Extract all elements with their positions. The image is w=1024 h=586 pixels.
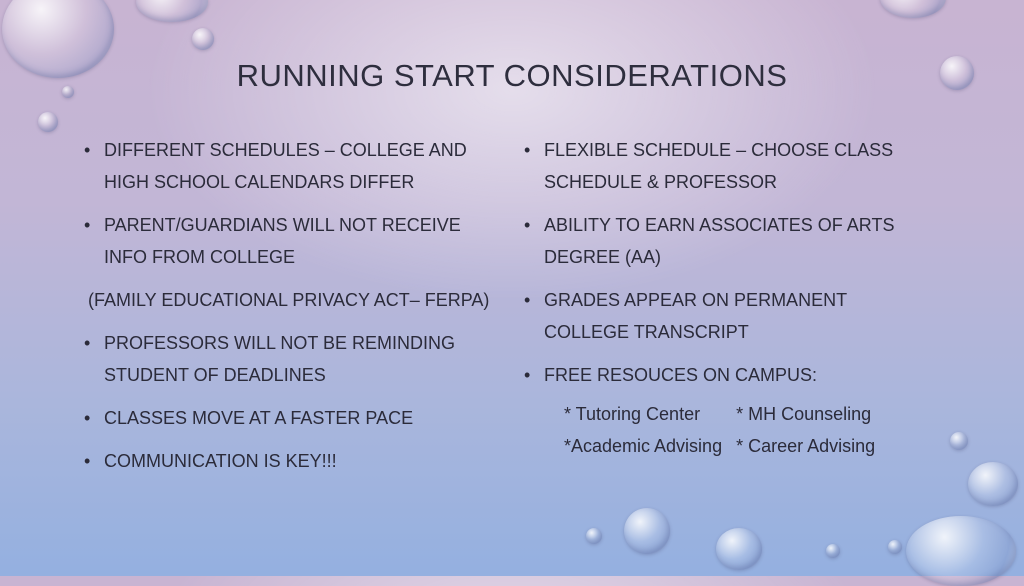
resources-list <box>564 398 964 462</box>
bubble-decoration <box>716 528 762 570</box>
bubble-decoration <box>624 508 670 554</box>
bubble-decoration <box>880 0 946 18</box>
resources-column <box>564 398 722 462</box>
right-column <box>524 134 964 462</box>
bubble-decoration <box>192 28 214 50</box>
list-note: (FAMILY EDUCATIONAL PRIVACY ACT– FERPA) <box>88 290 490 310</box>
resource-item: * MH Counseling <box>736 404 872 424</box>
list-item: • CLASSES MOVE AT A FASTER PACE <box>84 402 504 434</box>
bubble-decoration <box>38 112 58 132</box>
resource-item: * Career Advising <box>736 436 876 456</box>
resources-column <box>736 398 875 462</box>
bubble-decoration <box>586 528 602 544</box>
list-item: • FLEXIBLE SCHEDULE – CHOOSE CLASS SCHEDULE & PROFESSOR <box>524 134 964 198</box>
bubble-decoration <box>826 544 840 558</box>
left-column <box>84 134 504 488</box>
slide-title: RUNNING START CONSIDERATIONS <box>236 58 788 93</box>
list-item: • ABILITY TO EARN ASSOCIATES OF ARTS DEGREE (AA) <box>524 209 964 273</box>
list-item: • PROFESSORS WILL NOT BE REMINDING STUDENT OF DEADLINES <box>84 327 504 391</box>
bubble-decoration <box>888 540 902 554</box>
list-item: • DIFFERENT SCHEDULES – COLLEGE AND HIGH SCHOOL CALENDARS DIFFER <box>84 134 504 198</box>
list-item: • GRADES APPEAR ON PERMANENT COLLEGE TRANSCRIPT <box>524 284 964 348</box>
list-item: • COMMUNICATION IS KEY!!! <box>84 445 504 477</box>
bubble-decoration <box>968 462 1018 506</box>
resource-item: * Tutoring Center <box>564 404 701 424</box>
list-item: • PARENT/GUARDIANS WILL NOT RECEIVE INFO FROM COLLEGE <box>84 209 504 273</box>
resource-item: *Academic Advising <box>564 436 723 456</box>
bubble-decoration <box>136 0 208 22</box>
list-item: • FREE RESOUCES ON CAMPUS: <box>524 359 964 391</box>
